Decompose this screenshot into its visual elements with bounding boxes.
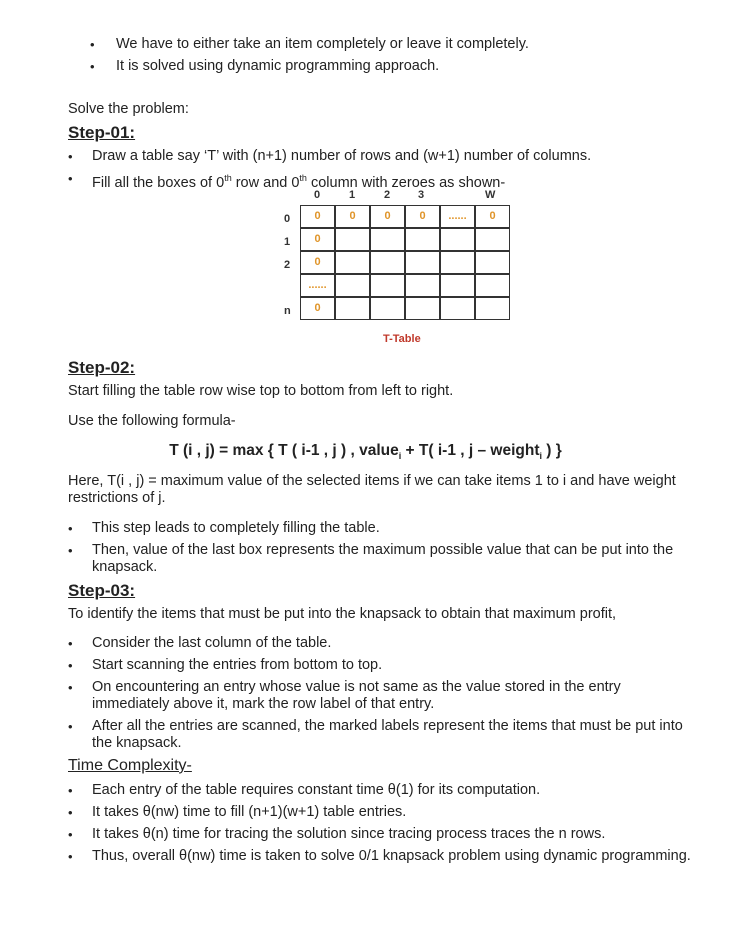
step3-heading: Step-03: (68, 581, 136, 600)
table-cell (370, 228, 405, 251)
table-cell: ...... (440, 205, 475, 228)
table-cell (335, 228, 370, 251)
list-item: • After all the entries are scanned, the marked labels represent the items that must be put into the knapsack. (68, 718, 696, 752)
list-item: • Then, value of the last box represents the maximum possible value that can be put into the knapsack. (68, 542, 696, 576)
intro-bullets (90, 36, 710, 80)
list-item: • We have to either take an item completely or leave it completely. (90, 36, 710, 53)
table-cell (370, 251, 405, 274)
table-cell (405, 228, 440, 251)
list-item: • Fill all the boxes of 0th row and 0th column with zeroes as shown- (68, 170, 708, 192)
table-cell (405, 297, 440, 320)
table-cell (475, 251, 510, 274)
table-cell (440, 274, 475, 297)
table-cell: 0 (300, 251, 335, 274)
list-item: • It takes θ(nw) time to fill (n+1)(w+1) table entries. (68, 804, 696, 821)
list-item: • Thus, overall θ(nw) time is taken to solve 0/1 knapsack problem using dynamic programming. (68, 848, 696, 865)
list-item: • Start scanning the entries from bottom to top. (68, 657, 696, 674)
table-cell: ...... (300, 274, 335, 297)
table-cell (370, 297, 405, 320)
col-header: 1 (349, 189, 356, 201)
list-item: • It is solved using dynamic programming approach. (90, 58, 710, 75)
table-cell (440, 297, 475, 320)
table-cell (475, 274, 510, 297)
list-item: • Each entry of the table requires constant time θ(1) for its computation. (68, 782, 696, 799)
t-table (280, 186, 520, 346)
row-header: 0 (284, 213, 291, 225)
step2-para2: Use the following formula- (68, 413, 236, 429)
table-cell (335, 297, 370, 320)
list-item: • On encountering an entry whose value is not same as the value stored in the entry immediately above it, mark the row label of that entry. (68, 679, 696, 713)
table-cell: 0 (405, 205, 440, 228)
table-cell: 0 (335, 205, 370, 228)
step3-bullets (68, 635, 696, 757)
table-cell (440, 251, 475, 274)
table-cell (335, 251, 370, 274)
table-cell (475, 228, 510, 251)
col-header: W (485, 189, 496, 201)
step2-para3: Here, T(i , j) = maximum value of the selected items if we can take items 1 to i and have weight restrictions of j. (68, 473, 676, 506)
step1-heading: Step-01: (68, 123, 136, 142)
time-heading: Time Complexity- (68, 757, 192, 774)
table-cell: 0 (475, 205, 510, 228)
table-cell: 0 (300, 205, 335, 228)
table-cell (475, 297, 510, 320)
list-item: • Draw a table say ‘T’ with (n+1) number of rows and (w+1) number of columns. (68, 148, 708, 165)
table-cell (370, 274, 405, 297)
table-cell: 0 (300, 297, 335, 320)
row-header: 2 (284, 259, 291, 271)
time-bullets (68, 782, 696, 870)
formula: T (i , j) = max { T ( i-1 , j ) , value$_i$ + T( i-1 , j – weight$_i$ ) } (169, 442, 562, 462)
table-cell: 0 (300, 228, 335, 251)
list-item: • It takes θ(n) time for tracing the solution since tracing process traces the n rows. (68, 826, 696, 843)
table-cell: 0 (370, 205, 405, 228)
table-cell (405, 251, 440, 274)
step3-para: To identify the items that must be put into the knapsack to obtain that maximum profit, (68, 606, 617, 622)
col-header: 3 (418, 189, 425, 201)
step2-heading: Step-02: (68, 358, 136, 377)
table-cell (335, 274, 370, 297)
row-header: n (284, 305, 291, 317)
table-cell (440, 228, 475, 251)
row-header: 1 (284, 236, 291, 248)
solve-label: Solve the problem: (68, 101, 189, 117)
col-header: 2 (384, 189, 391, 201)
list-item: • Consider the last column of the table. (68, 635, 696, 652)
step2-bullets (68, 520, 696, 581)
step2-para1: Start filling the table row wise top to bottom from left to right. (68, 383, 454, 399)
col-header: 0 (314, 189, 321, 201)
table-cell (405, 274, 440, 297)
table-caption: T-Table (383, 333, 421, 345)
list-item: • This step leads to completely filling the table. (68, 520, 696, 537)
